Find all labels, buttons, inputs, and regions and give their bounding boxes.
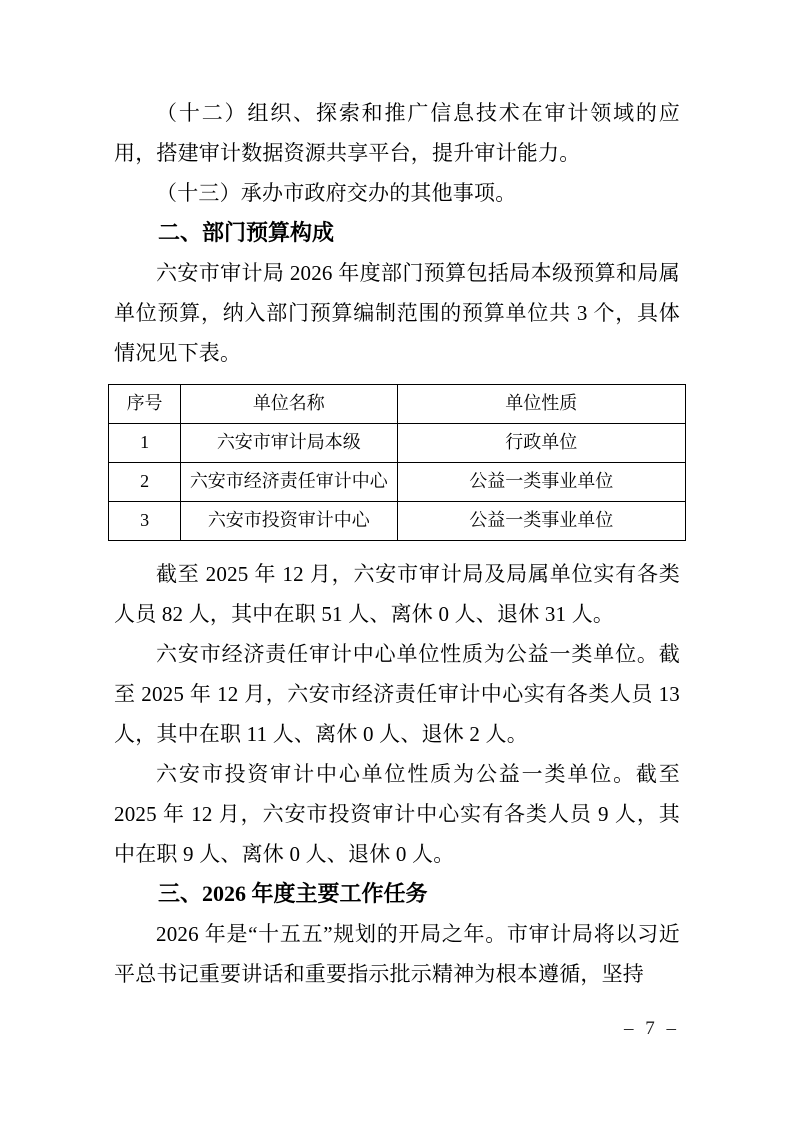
page-number: – 7 – <box>624 1018 676 1039</box>
budget-units-table <box>108 384 686 541</box>
paragraph-budget-overview: 六安市审计局 2026 年度部门预算包括局本级预算和局属单位预算，纳入部门预算编制范围的预算单位共 3 个，具体情况见下表。 <box>114 261 680 365</box>
table-cell-unit-name: 六安市投资审计中心 <box>181 502 397 541</box>
table-cell-unit-type: 行政单位 <box>397 424 686 463</box>
paragraph-staff-investment-center: 六安市投资审计中心单位性质为公益一类单位。截至 2025 年 12 月，六安市投资审计中心实有各类人员 9 人，其中在职 9 人、离休 0 人、退休 0 人。 <box>114 762 680 866</box>
paragraph-2026-intro: 2026 年是“十五五”规划的开局之年。市审计局将以习近平总书记重要讲话和重要指示批示精神为根本遵循，坚持 <box>114 922 680 986</box>
paragraph-item-13: （十三）承办市政府交办的其他事项。 <box>156 181 517 205</box>
paragraph-staff-economic-center: 六安市经济责任审计中心单位性质为公益一类单位。截至 2025 年 12 月，六安市经济责任审计中心实有各类人员 13 人，其中在职 11 人、离休 0 人、退休 2 人。 <box>114 642 680 746</box>
table-header-seq: 序号 <box>109 385 181 424</box>
paragraph-staff-bureau: 截至 2025 年 12 月，六安市审计局及局属单位实有各类人员 82 人，其中在职 51 人、离休 0 人、退休 31 人。 <box>114 562 680 626</box>
table-cell-seq: 2 <box>109 463 181 502</box>
table-row <box>109 424 686 463</box>
table-row <box>109 463 686 502</box>
table-header-unit-type: 单位性质 <box>397 385 686 424</box>
table-header-row <box>109 385 686 424</box>
table-cell-unit-type: 公益一类事业单位 <box>397 463 686 502</box>
document-content <box>114 93 680 994</box>
table-cell-seq: 1 <box>109 424 181 463</box>
table-cell-unit-name: 六安市审计局本级 <box>181 424 397 463</box>
table-cell-unit-type: 公益一类事业单位 <box>397 502 686 541</box>
section-heading-budget-composition: 二、部门预算构成 <box>158 220 335 245</box>
table-cell-unit-name: 六安市经济责任审计中心 <box>181 463 397 502</box>
table-cell-seq: 3 <box>109 502 181 541</box>
section-heading-2026-tasks: 三、2026 年度主要工作任务 <box>158 881 428 906</box>
paragraph-item-12: （十二）组织、探索和推广信息技术在审计领域的应用，搭建审计数据资源共享平台，提升审计能力。 <box>114 101 680 165</box>
table-row <box>109 502 686 541</box>
table-header-unit-name: 单位名称 <box>181 385 397 424</box>
